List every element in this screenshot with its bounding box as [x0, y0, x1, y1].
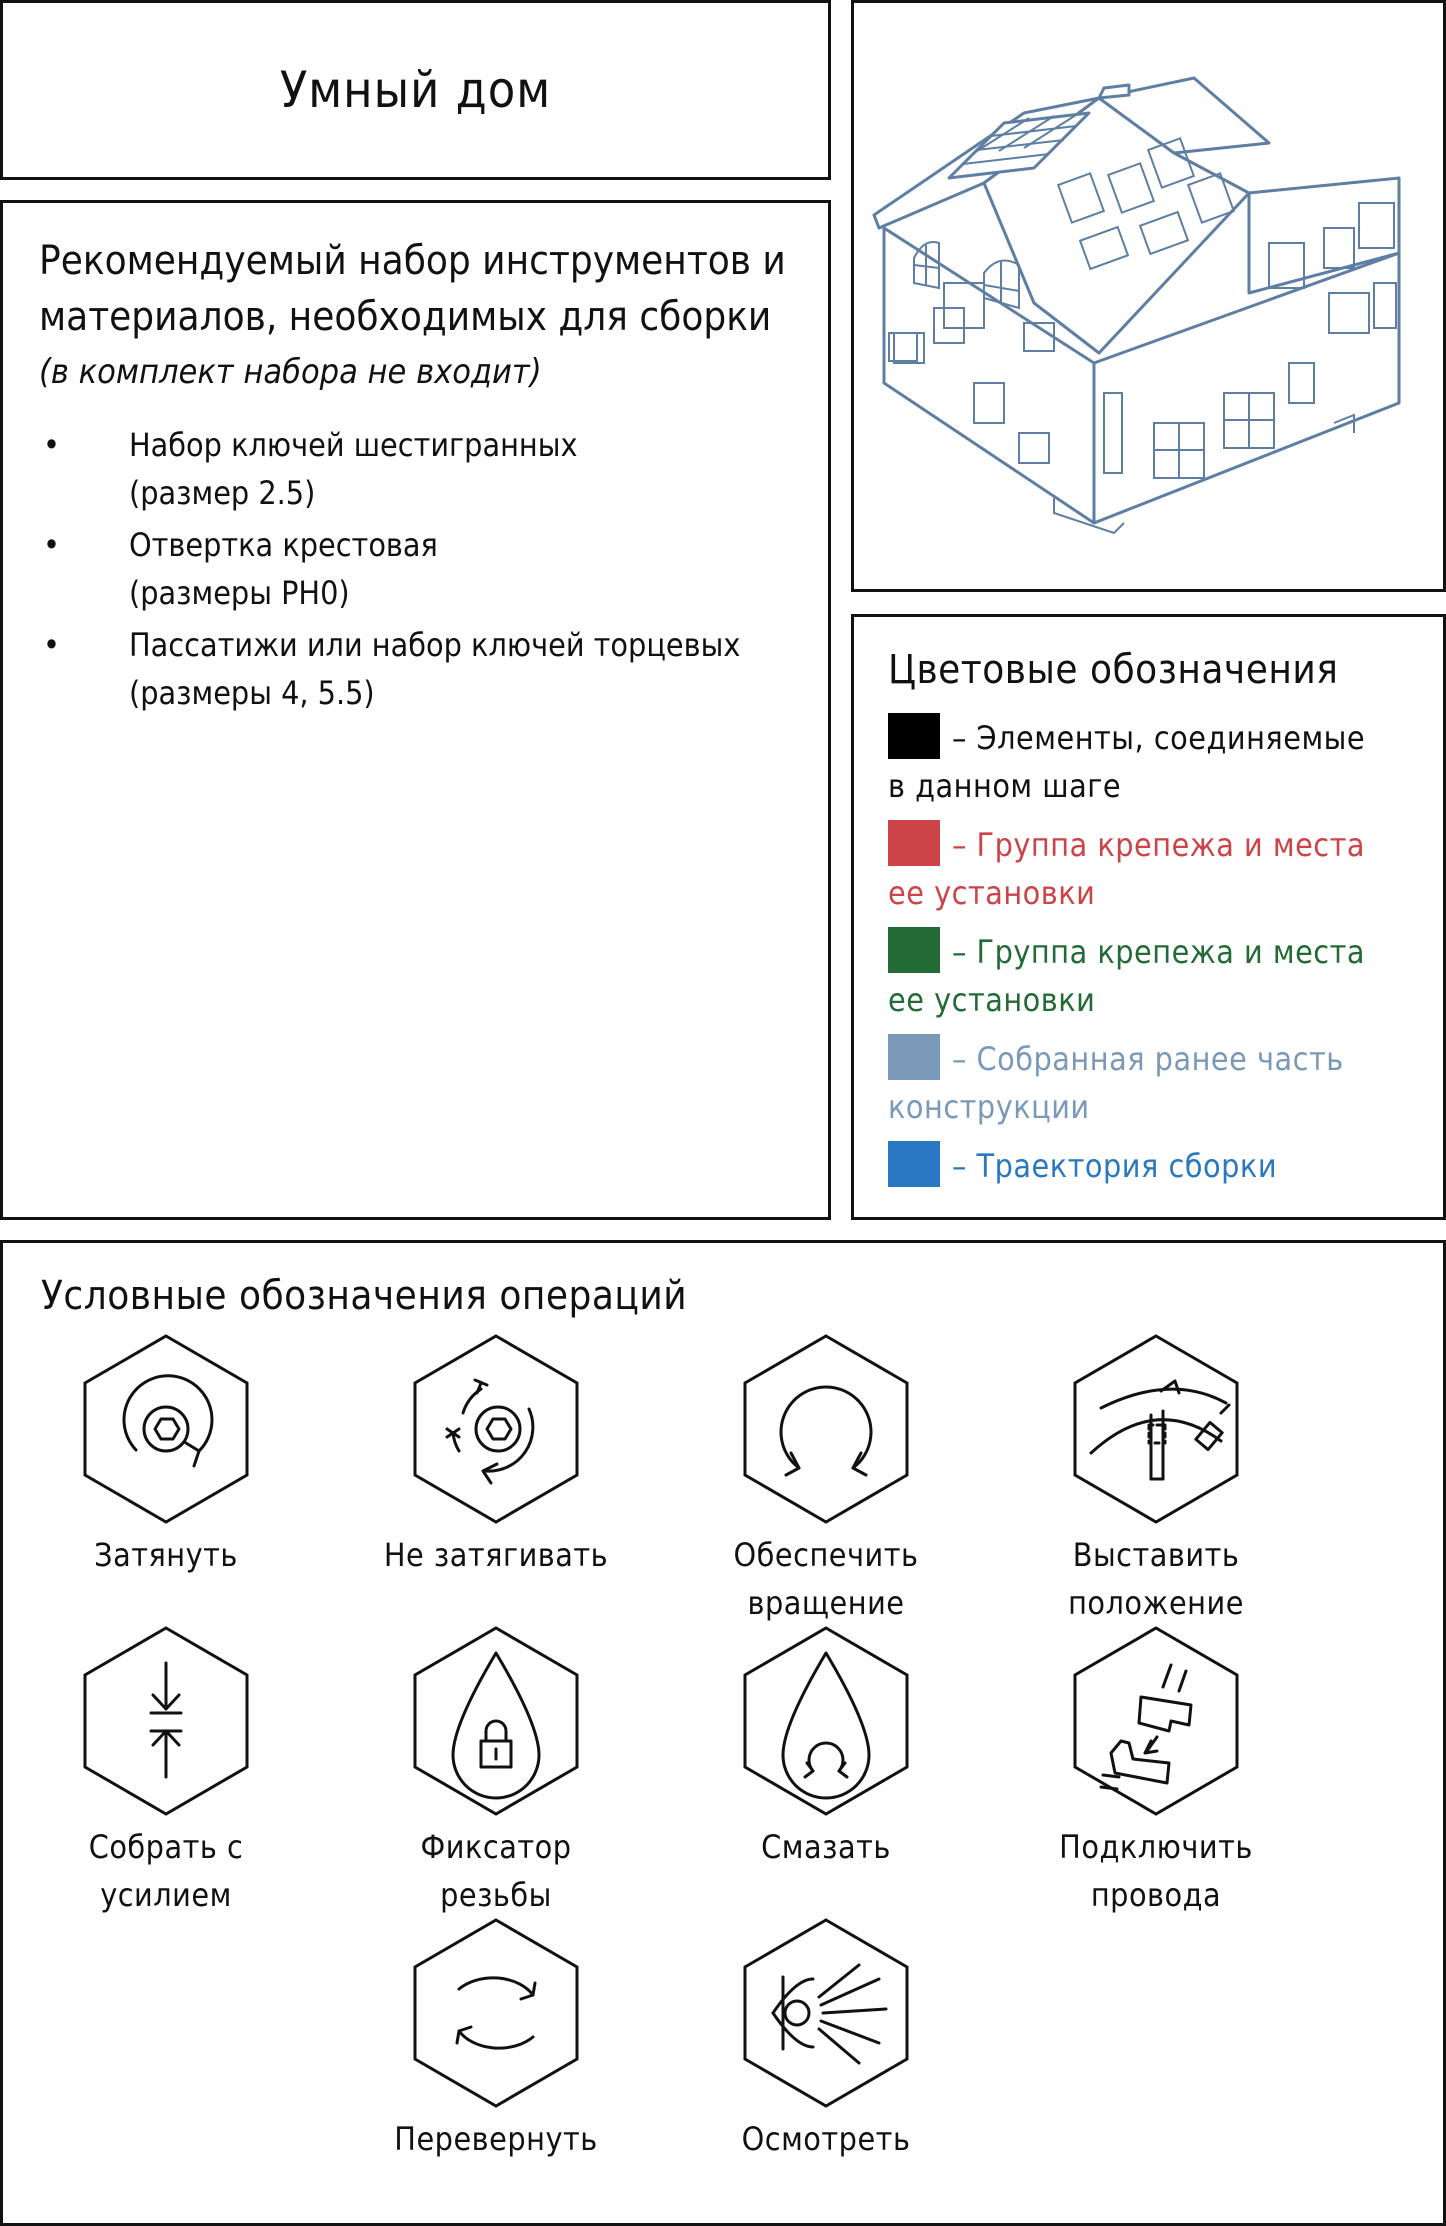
- operation-item: [346, 1625, 646, 1919]
- operation-label: [676, 1531, 976, 1627]
- color-swatch: [888, 1034, 940, 1080]
- smart-house-illustration: [854, 3, 1443, 589]
- color-legend-item: [888, 1034, 1409, 1131]
- operation-label-line1: Собрать с: [88, 1828, 244, 1866]
- operation-item: [16, 1625, 316, 1919]
- operation-item: [676, 1625, 976, 1871]
- color-legend-text: – Траектория сборки: [952, 1147, 1278, 1185]
- operation-label-line2: положение: [1068, 1584, 1244, 1622]
- color-legend-text-cont: ее установки: [888, 981, 1096, 1019]
- tool-list: [39, 421, 792, 717]
- color-legend-text: – Группа крепежа и места: [952, 933, 1366, 971]
- operation-label-line1: Подключить: [1059, 1828, 1253, 1866]
- set-position-icon: [1071, 1333, 1241, 1525]
- operations-heading: Условные обозначения операций: [41, 1273, 688, 1319]
- flip-icon: [411, 1917, 581, 2109]
- operation-label-line2: резьбы: [440, 1876, 552, 1914]
- color-legend-text-cont: ее установки: [888, 874, 1096, 912]
- operation-item: [346, 1917, 646, 2163]
- operation-label: [346, 1823, 646, 1919]
- operation-label-line1: Затянуть: [94, 1536, 238, 1574]
- page-title: Умный дом: [279, 61, 552, 119]
- operation-label-line1: Осмотреть: [741, 2120, 911, 2158]
- tool-item-name: Набор ключей шестигранных: [129, 426, 578, 464]
- tool-item: [39, 621, 792, 717]
- title-panel: [0, 0, 831, 180]
- color-legend-text-cont: конструкции: [888, 1088, 1090, 1126]
- do-not-tighten-icon: [411, 1333, 581, 1525]
- operation-label: [676, 2115, 976, 2163]
- lubricate-icon: [741, 1625, 911, 1817]
- operation-label: [346, 1531, 646, 1579]
- operation-label: [676, 1823, 976, 1871]
- operations-panel: [0, 1240, 1446, 2226]
- rotation-icon: [741, 1333, 911, 1525]
- color-legend-text: – Элементы, соединяемые: [952, 719, 1366, 757]
- bullet-icon: •: [43, 426, 60, 464]
- color-legend-text: – Группа крепежа и места: [952, 826, 1366, 864]
- bullet-icon: •: [43, 526, 60, 564]
- color-legend-panel: [851, 614, 1446, 1220]
- color-swatch: [888, 713, 940, 759]
- operation-label: [1006, 1823, 1306, 1919]
- connect-wires-icon: [1071, 1625, 1241, 1817]
- operation-label-line1: Смазать: [761, 1828, 891, 1866]
- operation-label-line1: Фиксатор: [420, 1828, 572, 1866]
- color-swatch: [888, 820, 940, 866]
- color-swatch: [888, 1141, 940, 1187]
- color-legend-item: [888, 927, 1409, 1024]
- operation-label: [1006, 1531, 1306, 1627]
- operation-label-line2: усилием: [100, 1876, 232, 1914]
- operation-label-line1: Не затягивать: [383, 1536, 609, 1574]
- color-legend-list: [888, 713, 1409, 1190]
- color-legend-item: [888, 820, 1409, 917]
- operation-label-line1: Обеспечить: [733, 1536, 919, 1574]
- operation-item: [676, 1917, 976, 2163]
- thread-lock-icon: [411, 1625, 581, 1817]
- operation-label-line2: провода: [1090, 1876, 1222, 1914]
- operation-item: [1006, 1625, 1306, 1919]
- tighten-icon: [81, 1333, 251, 1525]
- house-illustration-panel: [851, 0, 1446, 592]
- operation-label-line1: Выставить: [1072, 1536, 1240, 1574]
- color-swatch: [888, 927, 940, 973]
- operation-label: [346, 2115, 646, 2163]
- operation-label: [16, 1531, 316, 1579]
- tools-heading-line2: материалов, необходимых для сборки: [39, 294, 772, 340]
- color-legend-item: [888, 713, 1409, 810]
- operation-label-line2: вращение: [747, 1584, 905, 1622]
- color-legend-text: – Собранная ранее часть: [952, 1040, 1344, 1078]
- operation-item: [676, 1333, 976, 1627]
- tool-item: [39, 421, 792, 517]
- operation-item: [16, 1333, 316, 1579]
- tools-note: (в комплект набора не входит): [39, 352, 542, 392]
- color-legend-heading: Цветовые обозначения: [888, 647, 1339, 693]
- tools-panel: [0, 200, 831, 1220]
- tool-item-name: Отвертка крестовая: [129, 526, 438, 564]
- tools-heading-line1: Рекомендуемый набор инструментов и: [39, 238, 786, 284]
- operation-item: [346, 1333, 646, 1579]
- color-legend-text-cont: в данном шаге: [888, 767, 1122, 805]
- press-fit-icon: [81, 1625, 251, 1817]
- tool-item-name: Пассатижи или набор ключей торцевых: [129, 626, 741, 664]
- tool-item-size: (размеры PH0): [129, 574, 350, 612]
- operation-item: [1006, 1333, 1306, 1627]
- bullet-icon: •: [43, 626, 60, 664]
- tool-item: [39, 521, 792, 617]
- tool-item-size: (размеры 4, 5.5): [129, 674, 375, 712]
- tool-item-size: (размер 2.5): [129, 474, 316, 512]
- inspect-icon: [741, 1917, 911, 2109]
- operation-label: [16, 1823, 316, 1919]
- color-legend-item: [888, 1141, 1409, 1190]
- operation-label-line1: Перевернуть: [394, 2120, 598, 2158]
